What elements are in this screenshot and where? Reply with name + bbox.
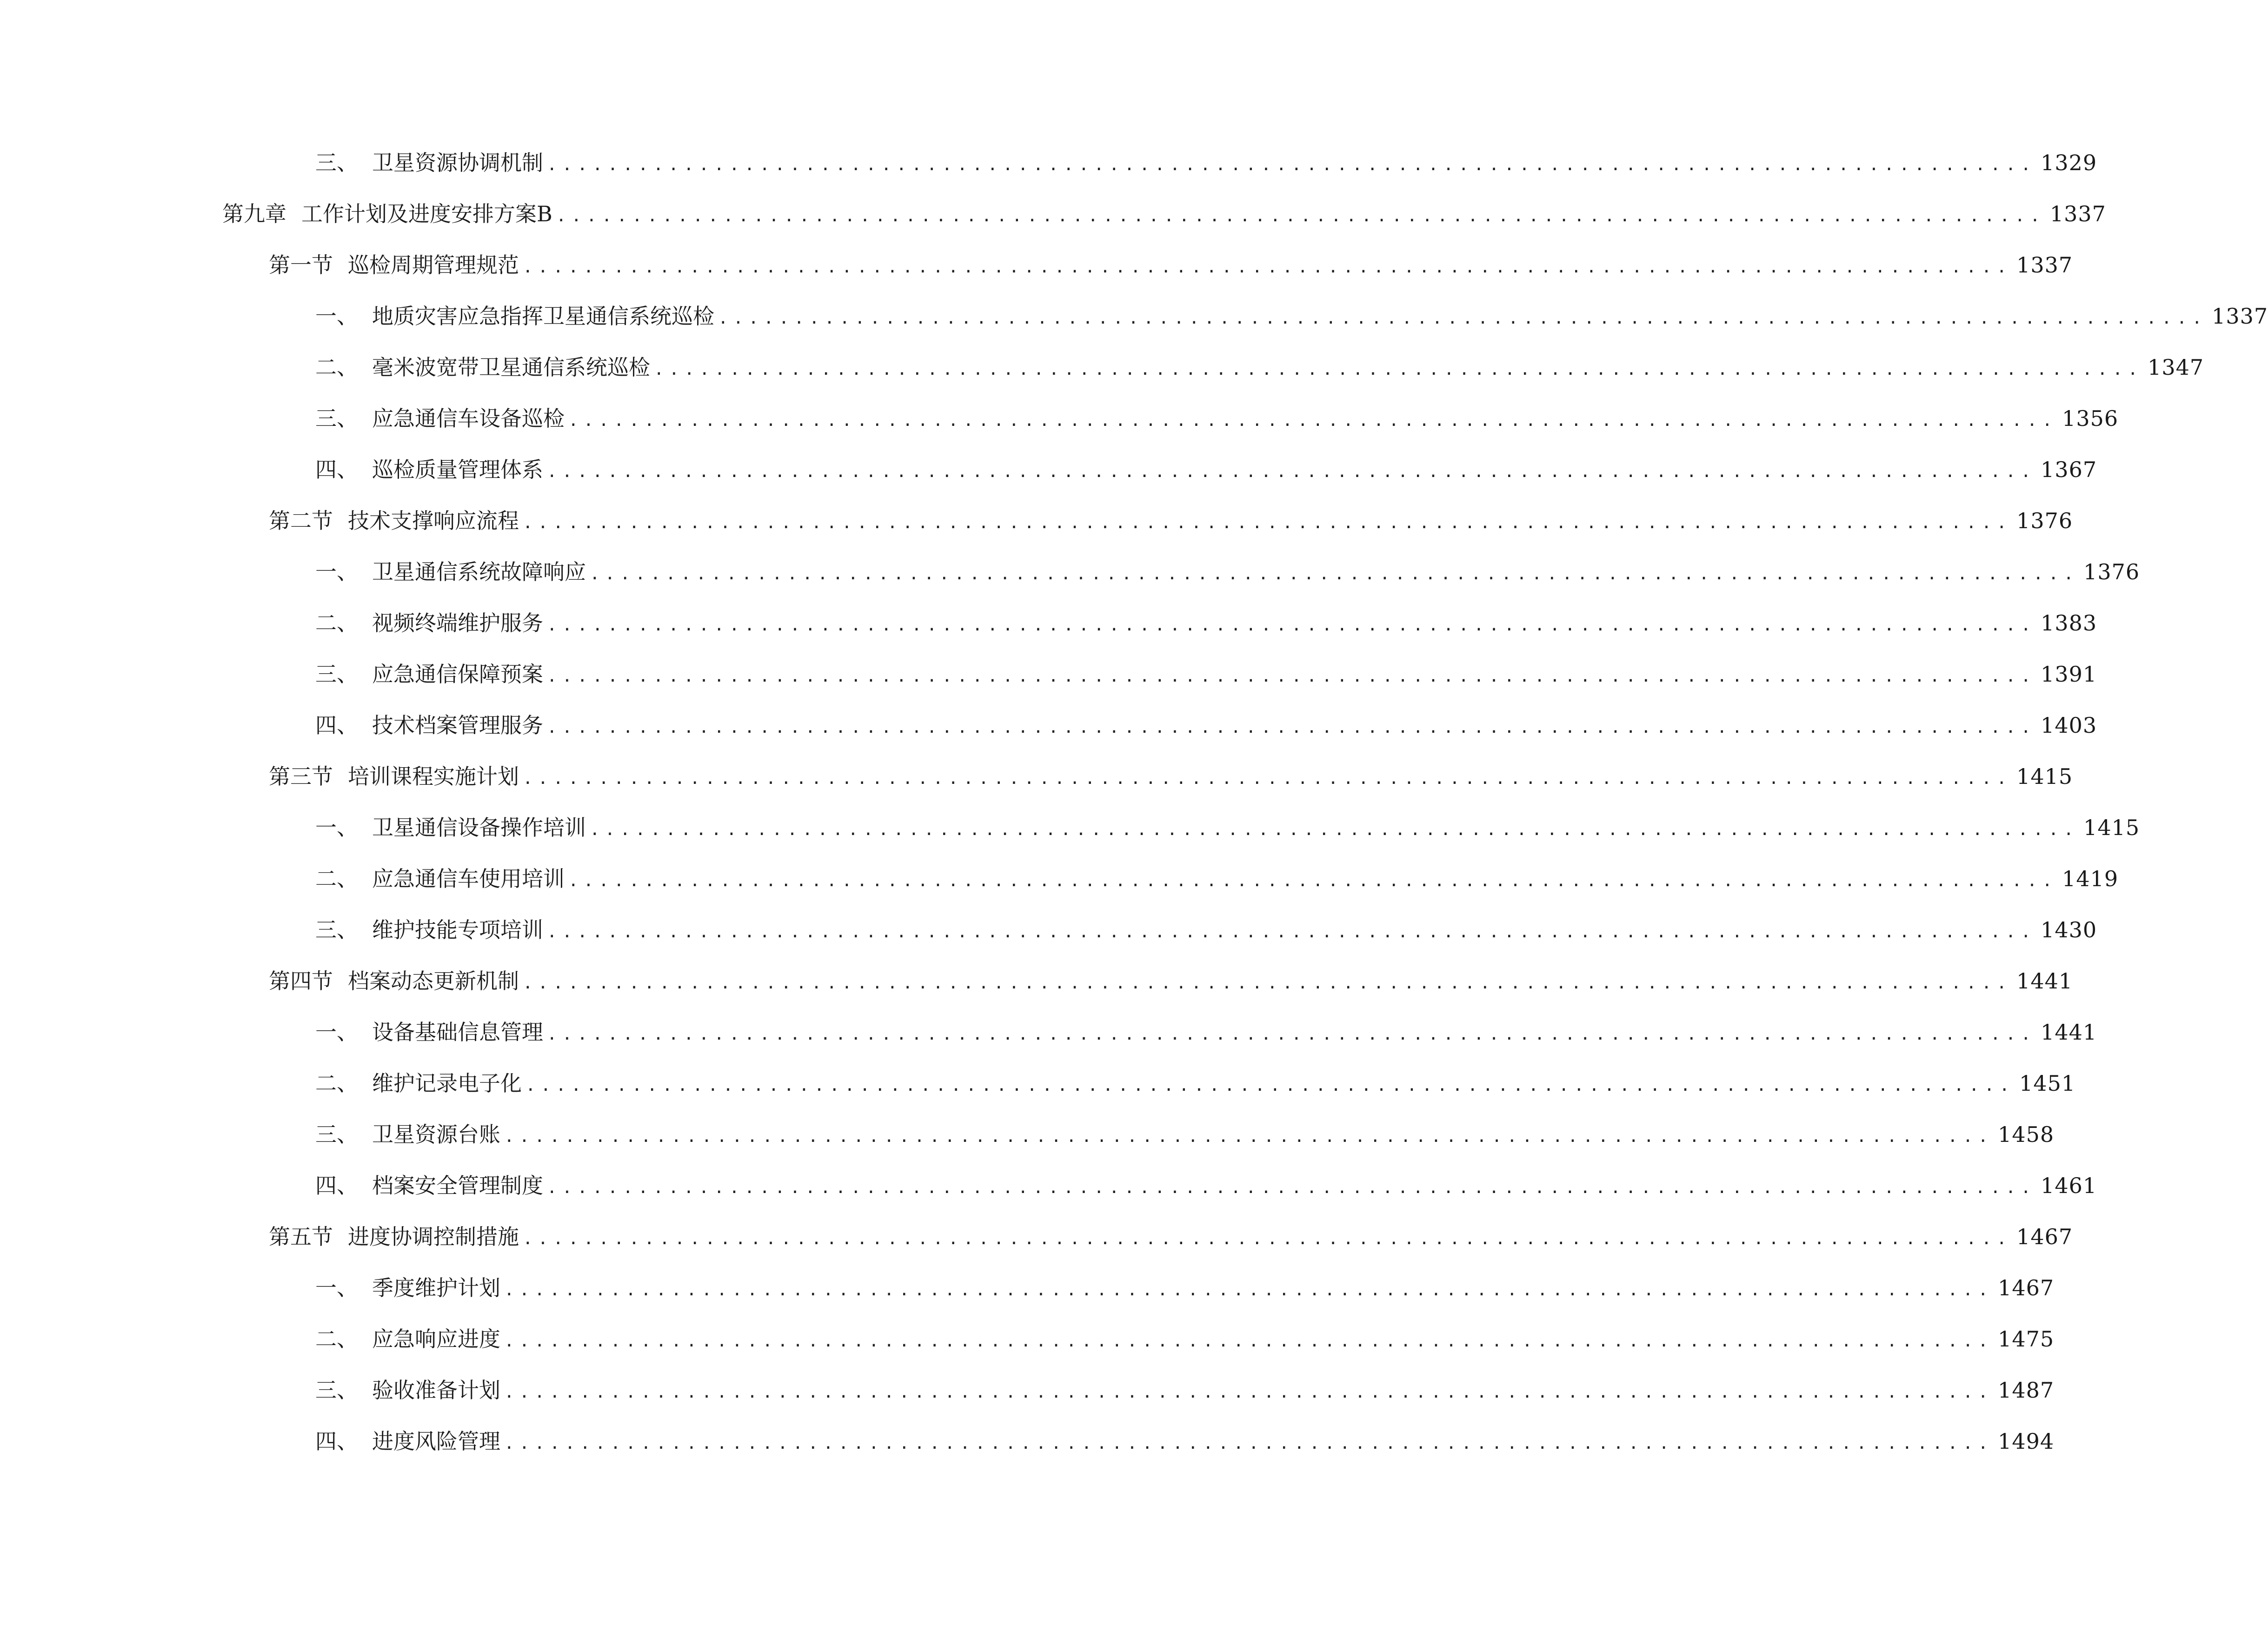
toc-entry-number: 一、 <box>315 559 358 584</box>
toc-entry-number: 第一节 <box>269 252 333 278</box>
toc-dot-leader: .................................................................................................. <box>547 1025 2036 1044</box>
toc-entry-number: 三、 <box>315 1122 358 1147</box>
toc-entry-number: 一、 <box>315 1275 358 1300</box>
toc-dot-leader: .................................................................................................. <box>590 820 2079 839</box>
toc-entry[interactable] <box>0 137 2097 188</box>
toc-entry[interactable] <box>0 700 2097 751</box>
toc-entry-title: 视频终端维护服务 <box>372 610 543 636</box>
toc-dot-leader: .................................................................................................. <box>523 1229 2012 1248</box>
toc-entry-title: 巡检质量管理体系 <box>372 457 543 482</box>
toc-page-number: 1347 <box>2148 355 2204 380</box>
toc-dot-leader: .................................................................................................. <box>523 513 2012 532</box>
toc-page-number: 1487 <box>1998 1378 2055 1403</box>
toc-page-number: 1475 <box>1998 1326 2055 1352</box>
toc-entry[interactable] <box>0 393 2119 444</box>
toc-page-number: 1415 <box>2083 815 2140 840</box>
toc-page-number: 1391 <box>2041 662 2097 687</box>
toc-page-number: 1441 <box>2041 1020 2097 1045</box>
toc-entry[interactable] <box>0 597 2097 649</box>
toc-dot-leader: .................................................................................................. <box>547 155 2036 174</box>
toc-entry[interactable] <box>0 802 2140 853</box>
toc-dot-leader: .................................................................................................. <box>504 1383 1994 1402</box>
toc-page-number: 1376 <box>2016 508 2073 533</box>
toc-entry-title: 技术档案管理服务 <box>372 713 543 738</box>
toc-entry[interactable] <box>0 444 2097 495</box>
toc-entry-title: 维护技能专项培训 <box>372 917 543 942</box>
toc-entry-title: 进度风险管理 <box>372 1429 500 1454</box>
toc-entry-number: 二、 <box>315 1071 358 1096</box>
table-of-contents <box>0 137 2268 1467</box>
toc-entry-number: 第四节 <box>269 968 333 994</box>
toc-entry[interactable] <box>0 291 2268 342</box>
toc-entry-number: 二、 <box>315 866 358 891</box>
toc-entry[interactable] <box>0 1313 2055 1365</box>
toc-entry-number: 三、 <box>315 150 358 175</box>
toc-entry-number: 一、 <box>315 1020 358 1045</box>
toc-entry[interactable] <box>0 853 2119 904</box>
toc-page-number: 1430 <box>2041 917 2097 942</box>
toc-entry-title: 卫星资源台账 <box>372 1122 500 1147</box>
toc-dot-leader: .................................................................................................. <box>547 462 2036 481</box>
toc-page-number: 1458 <box>1998 1122 2055 1147</box>
toc-dot-leader: .................................................................................................. <box>547 667 2036 686</box>
toc-dot-leader: .................................................................................................. <box>547 922 2036 941</box>
toc-entry[interactable] <box>0 1416 2055 1467</box>
toc-entry-title: 验收准备计划 <box>372 1378 500 1403</box>
toc-entry[interactable] <box>0 1262 2055 1313</box>
toc-dot-leader: .................................................................................................. <box>523 258 2012 277</box>
toc-dot-leader: .................................................................................................. <box>504 1127 1994 1146</box>
toc-entry-title: 卫星通信设备操作培训 <box>372 815 586 840</box>
toc-entry-number: 三、 <box>315 662 358 687</box>
toc-entry-number: 第九章 <box>222 201 286 226</box>
toc-dot-leader: .................................................................................................. <box>556 206 2045 225</box>
toc-section-entry[interactable] <box>0 1211 2073 1262</box>
toc-entry-number: 二、 <box>315 355 358 380</box>
toc-entry-title: 档案动态更新机制 <box>348 968 519 994</box>
toc-page-number: 1376 <box>2083 559 2140 584</box>
toc-entry-number: 四、 <box>315 713 358 738</box>
toc-entry-number: 三、 <box>315 406 358 431</box>
toc-page-number: 1383 <box>2041 610 2097 636</box>
toc-entry[interactable] <box>0 649 2097 700</box>
toc-entry-title: 工作计划及进度安排方案B <box>301 201 552 226</box>
toc-dot-leader: .................................................................................................. <box>523 974 2012 993</box>
toc-entry[interactable] <box>0 546 2140 597</box>
toc-entry-title: 季度维护计划 <box>372 1275 500 1300</box>
toc-page-number: 1337 <box>2016 252 2073 278</box>
toc-chapter-entry[interactable] <box>0 188 2106 239</box>
toc-page-number: 1461 <box>2041 1173 2097 1198</box>
toc-dot-leader: .................................................................................................. <box>568 411 2058 430</box>
toc-dot-leader: .................................................................................................. <box>504 1280 1994 1299</box>
toc-entry-number: 第二节 <box>269 508 333 533</box>
toc-entry[interactable] <box>0 1160 2097 1211</box>
toc-section-entry[interactable] <box>0 495 2073 546</box>
toc-page-number: 1494 <box>1998 1429 2055 1454</box>
toc-entry-title: 地质灾害应急指挥卫星通信系统巡检 <box>372 304 714 329</box>
toc-entry-number: 一、 <box>315 304 358 329</box>
toc-entry-title: 应急通信车使用培训 <box>372 866 565 891</box>
toc-page-number: 1415 <box>2016 764 2073 789</box>
toc-entry-title: 技术支撑响应流程 <box>348 508 519 533</box>
toc-dot-leader: .................................................................................................. <box>547 616 2036 635</box>
toc-page-number: 1337 <box>2049 201 2106 226</box>
toc-page-number: 1451 <box>2019 1071 2076 1096</box>
toc-entry-number: 四、 <box>315 457 358 482</box>
toc-page-number: 1367 <box>2041 457 2097 482</box>
toc-dot-leader: .................................................................................................. <box>590 564 2079 583</box>
toc-entry[interactable] <box>0 1109 2055 1160</box>
toc-dot-leader: .................................................................................................. <box>504 1434 1994 1453</box>
toc-dot-leader: .................................................................................................. <box>718 309 2208 328</box>
toc-section-entry[interactable] <box>0 955 2073 1007</box>
toc-entry-title: 档案安全管理制度 <box>372 1173 543 1198</box>
toc-entry[interactable] <box>0 1058 2076 1109</box>
toc-page-number: 1329 <box>2041 150 2097 175</box>
toc-entry-number: 三、 <box>315 1378 358 1403</box>
toc-entry-number: 二、 <box>315 610 358 636</box>
toc-entry-title: 巡检周期管理规范 <box>348 252 519 278</box>
toc-entry-title: 维护记录电子化 <box>372 1071 522 1096</box>
toc-entry-title: 毫米波宽带卫星通信系统巡检 <box>372 355 650 380</box>
toc-dot-leader: .................................................................................................. <box>654 360 2143 379</box>
toc-page-number: 1441 <box>2016 968 2073 994</box>
toc-page-number: 1467 <box>2016 1224 2073 1249</box>
toc-entry-number: 四、 <box>315 1429 358 1454</box>
toc-entry-title: 应急响应进度 <box>372 1326 500 1352</box>
toc-entry-number: 四、 <box>315 1173 358 1198</box>
toc-entry[interactable] <box>0 904 2097 955</box>
toc-entry[interactable] <box>0 1007 2097 1058</box>
toc-entry-number: 第三节 <box>269 764 333 789</box>
toc-entry-number: 第五节 <box>269 1224 333 1249</box>
toc-section-entry[interactable] <box>0 751 2073 802</box>
toc-section-entry[interactable] <box>0 239 2073 291</box>
toc-entry[interactable] <box>0 1365 2055 1416</box>
toc-entry-number: 三、 <box>315 917 358 942</box>
toc-entry-title: 培训课程实施计划 <box>348 764 519 789</box>
toc-entry-title: 应急通信保障预案 <box>372 662 543 687</box>
toc-dot-leader: .................................................................................................. <box>568 871 2058 890</box>
toc-entry-title: 设备基础信息管理 <box>372 1020 543 1045</box>
toc-entry[interactable] <box>0 342 2204 393</box>
toc-entry-title: 进度协调控制措施 <box>348 1224 519 1249</box>
toc-page-number: 1403 <box>2041 713 2097 738</box>
toc-dot-leader: .................................................................................................. <box>504 1332 1994 1351</box>
toc-dot-leader: .................................................................................................. <box>547 1178 2036 1197</box>
toc-page-number: 1337 <box>2212 304 2268 329</box>
toc-entry-number: 二、 <box>315 1326 358 1352</box>
toc-dot-leader: .................................................................................................. <box>525 1076 2015 1095</box>
toc-page-number: 1356 <box>2062 406 2119 431</box>
toc-entry-title: 卫星资源协调机制 <box>372 150 543 175</box>
toc-dot-leader: .................................................................................................. <box>523 769 2012 788</box>
toc-dot-leader: .................................................................................................. <box>547 718 2036 737</box>
toc-entry-title: 应急通信车设备巡检 <box>372 406 565 431</box>
toc-page-number: 1467 <box>1998 1275 2055 1300</box>
toc-entry-title: 卫星通信系统故障响应 <box>372 559 586 584</box>
toc-entry-number: 一、 <box>315 815 358 840</box>
toc-page-number: 1419 <box>2062 866 2119 891</box>
